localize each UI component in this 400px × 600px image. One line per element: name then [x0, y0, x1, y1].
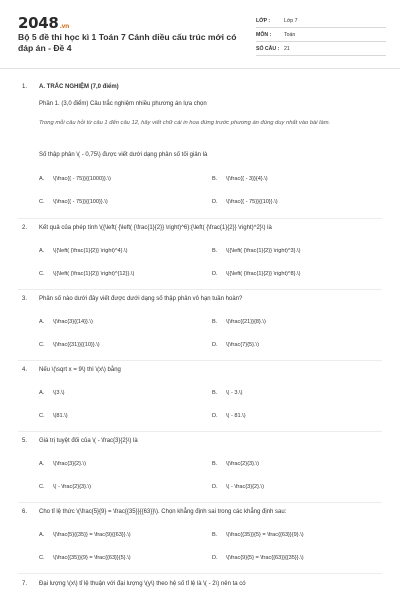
q1-option-c[interactable]: [39, 199, 108, 205]
logo-domain: .vn: [59, 23, 70, 30]
option-letter: A.: [39, 532, 45, 538]
question-7-stem: Đại lượng \(x\) tỉ lệ thuận với đại lượng \(y\) theo hệ số tỉ lệ là \( - 2\) nên ta có: [39, 581, 246, 587]
meta-class-row: [256, 14, 386, 28]
question-separator: [18, 289, 382, 290]
question-number: 5.: [22, 438, 28, 444]
q5-option-d[interactable]: [212, 484, 264, 490]
option-letter: D.: [212, 342, 218, 348]
option-letter: D.: [212, 555, 218, 561]
q2-option-b[interactable]: [212, 248, 300, 254]
option-letter: C.: [39, 199, 45, 205]
option-text: \( - \frac{2}{3}.\): [53, 484, 91, 490]
option-text: \(81.\): [53, 413, 68, 419]
option-text: \(3.\): [53, 390, 65, 396]
option-text: \(\frac{{21}}{8}.\): [226, 319, 266, 325]
meta-subject-value: Toán: [284, 31, 296, 38]
option-text: \(\frac{2}{3}.\): [226, 461, 259, 467]
option-text: \(\frac{{31}}{{10}}.\): [53, 342, 100, 348]
q3-option-d[interactable]: [212, 342, 259, 348]
q5-option-b[interactable]: [212, 461, 259, 467]
question-5-stem: Giá trị tuyệt đối của \( - \frac{3}{2}\) là: [39, 438, 138, 444]
option-letter: A.: [39, 461, 45, 467]
q4-option-c[interactable]: [39, 413, 68, 419]
question-number: 6.: [22, 509, 28, 515]
section-title: A. TRẮC NGHIỆM (7,0 điểm): [39, 84, 119, 90]
q1-option-b[interactable]: [212, 176, 268, 182]
option-text: \( - 3.\): [226, 390, 243, 396]
q1-option-a[interactable]: [39, 176, 111, 182]
q1-option-d[interactable]: [212, 199, 278, 205]
meta-class-value: Lớp 7: [284, 17, 298, 24]
meta-class-label: LỚP :: [256, 17, 271, 24]
option-letter: C.: [39, 484, 45, 490]
meta-count-label: SỐ CÂU :: [256, 45, 280, 52]
option-text: \({\left( {\frac{1}{2}} \right)^{12}}.\): [53, 271, 135, 277]
document-header: [0, 0, 400, 62]
q6-option-c[interactable]: [39, 555, 131, 561]
site-logo[interactable]: [18, 14, 69, 32]
option-letter: A.: [39, 248, 45, 254]
option-letter: A.: [39, 176, 45, 182]
question-number: 3.: [22, 296, 28, 302]
option-text: \(\frac{5}{{35}} = \frac{9}{{63}}.\): [53, 532, 131, 538]
document-meta: [256, 14, 386, 56]
q2-option-c[interactable]: [39, 271, 134, 277]
q4-option-b[interactable]: [212, 390, 242, 396]
option-text: \({\left( {\frac{1}{2}} \right)^3}.\): [226, 248, 301, 254]
logo-text: 2048: [18, 14, 59, 32]
question-1-stem: Số thập phân \( - 0,75\) được viết dưới dạng phân số tối giản là: [39, 152, 208, 158]
question-separator: [18, 502, 382, 503]
option-text: \(\frac{{ - 3}}{4}.\): [226, 176, 268, 182]
option-letter: B.: [212, 248, 218, 254]
question-number: 7.: [22, 581, 28, 587]
q3-option-b[interactable]: [212, 319, 266, 325]
question-separator: [18, 218, 382, 219]
option-text: \( - 81.\): [226, 413, 246, 419]
question-number: 4.: [22, 367, 28, 373]
document-title: Bộ 5 đề thi học kì 1 Toán 7 Cánh diều cấu trúc mới có đáp án - Đề 4: [18, 32, 237, 53]
option-text: \(\frac{3}{2}.\): [53, 461, 86, 467]
meta-subject-row: [256, 28, 386, 42]
question-3-stem: Phân số nào dưới đây viết được dưới dạng số thập phân vô hạn tuần hoàn?: [39, 296, 243, 302]
header-divider: [0, 68, 400, 69]
option-letter: A.: [39, 319, 45, 325]
q2-option-a[interactable]: [39, 248, 127, 254]
q3-option-a[interactable]: [39, 319, 93, 325]
q6-option-d[interactable]: [212, 555, 304, 561]
option-letter: D.: [212, 199, 218, 205]
section-number: 1.: [22, 84, 28, 90]
option-text: \({\left( {\frac{1}{2}} \right)^4}.\): [53, 248, 128, 254]
question-4-stem: Nếu \(\sqrt x = 9\) thì \(x\) bằng: [39, 367, 121, 373]
option-letter: C.: [39, 271, 45, 277]
q6-option-a[interactable]: [39, 532, 131, 538]
option-letter: D.: [212, 484, 218, 490]
part-title: Phần 1. (3,0 điểm) Câu trắc nghiệm nhiều phương án lựa chọn: [39, 101, 207, 107]
q2-option-d[interactable]: [212, 271, 300, 277]
option-letter: B.: [212, 176, 218, 182]
option-text: \({\left( {\frac{1}{2}} \right)^8}.\): [226, 271, 301, 277]
option-text: \(\frac{{ - 75}}{{1000}}.\): [53, 176, 111, 182]
option-text: \( - \frac{3}{2}.\): [226, 484, 264, 490]
option-letter: B.: [212, 390, 218, 396]
meta-count-value: 21: [284, 45, 290, 52]
option-text: \(\frac{{ - 75}}{{10}}.\): [226, 199, 278, 205]
q5-option-c[interactable]: [39, 484, 91, 490]
option-text: \(\frac{{ - 75}}{{100}}.\): [53, 199, 108, 205]
option-text: \(\frac{{35}}{5} = \frac{{63}}{9}.\): [226, 532, 304, 538]
option-text: \(\frac{9}{5} = \frac{{63}}{{35}}.\): [226, 555, 304, 561]
question-separator: [18, 431, 382, 432]
option-text: \(\frac{7}{5}.\): [226, 342, 259, 348]
option-letter: D.: [212, 413, 218, 419]
option-letter: D.: [212, 271, 218, 277]
q3-option-c[interactable]: [39, 342, 100, 348]
option-letter: B.: [212, 319, 218, 325]
question-separator: [18, 573, 382, 574]
question-2-stem: Kết quả của phép tính \({\left( {\left( {\frac{1}{2}} \right)^6}:{\left( {\frac{1}{2}} \right)^2}\) là: [39, 225, 272, 231]
question-number: 2.: [22, 225, 28, 231]
option-letter: A.: [39, 390, 45, 396]
meta-count-row: [256, 42, 386, 56]
question-6-stem: Cho tỉ lệ thức \(\frac{5}{9} = \frac{{35}}{{63}}\). Chọn khẳng định sai trong các khẳng định sau:: [39, 509, 287, 515]
meta-subject-label: MÔN :: [256, 31, 272, 38]
question-separator: [18, 360, 382, 361]
option-letter: C.: [39, 555, 45, 561]
part-instruction: Trong mỗi câu hỏi từ câu 1 đến câu 12, hãy viết chữ cái in hoa đứng trước phương án đúng duy nhất vào bài làm.: [39, 120, 331, 126]
q5-option-a[interactable]: [39, 461, 86, 467]
option-text: \(\frac{{35}}{9} = \frac{{63}}{5}.\): [53, 555, 131, 561]
option-letter: B.: [212, 532, 218, 538]
option-text: \(\frac{3}{{14}}.\): [53, 319, 93, 325]
option-letter: B.: [212, 461, 218, 467]
q6-option-b[interactable]: [212, 532, 304, 538]
option-letter: C.: [39, 342, 45, 348]
option-letter: C.: [39, 413, 45, 419]
q4-option-a[interactable]: [39, 390, 65, 396]
q4-option-d[interactable]: [212, 413, 246, 419]
